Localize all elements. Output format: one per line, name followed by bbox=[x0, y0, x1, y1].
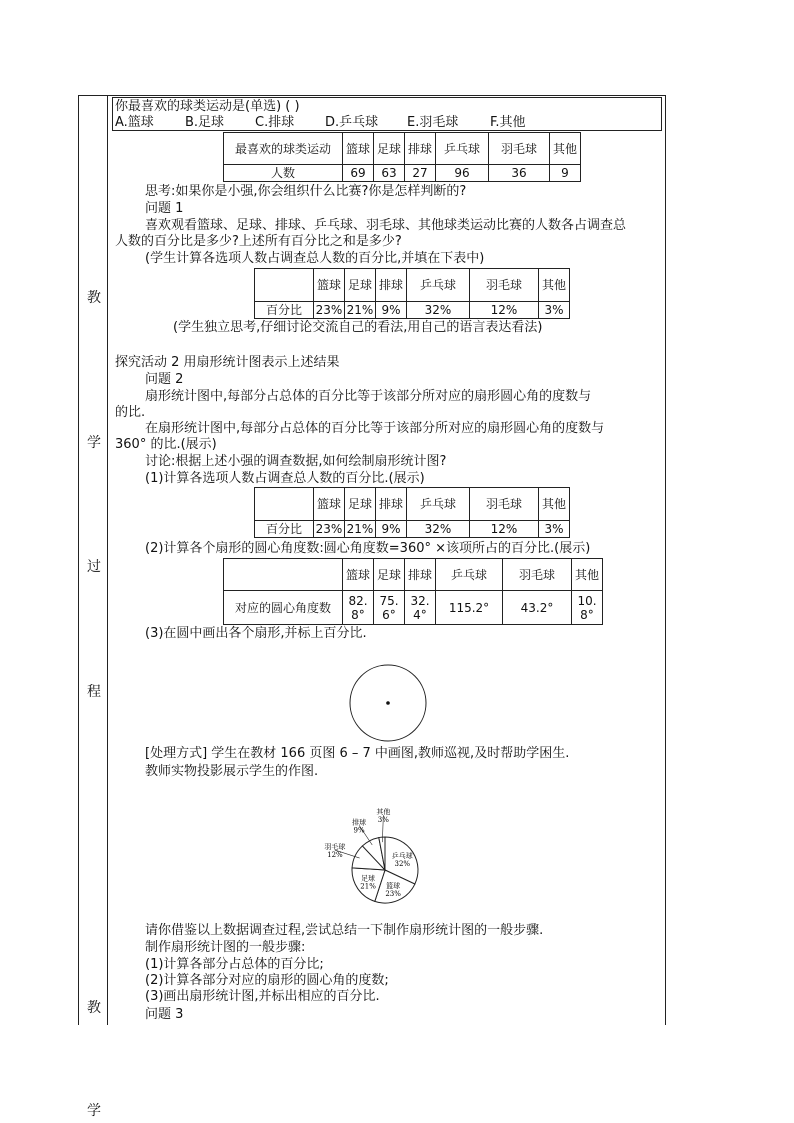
pie-label-pct: 23% bbox=[385, 889, 401, 898]
pie-label-pct: 12% bbox=[327, 851, 343, 860]
step-1: (1)计算各选项人数占调查总人数的百分比.(展示) bbox=[145, 471, 425, 486]
table-cell: 32.4° bbox=[405, 591, 436, 625]
pie-label-name: 其他 bbox=[376, 808, 391, 817]
frame-left-border bbox=[78, 95, 79, 1025]
table-cell: 足球 bbox=[345, 269, 376, 302]
summary-step: (2)计算各部分对应的扇形的圆心角的度数; bbox=[145, 973, 389, 988]
table-row bbox=[255, 488, 570, 521]
q2-statement: 扇形统计图中,每部分占总体的百分比等于该部分所对应的扇形圆心角的度数与 bbox=[145, 389, 592, 404]
table-cell: 96 bbox=[436, 165, 489, 182]
side-label: 教 bbox=[87, 290, 101, 306]
option-a: A.篮球 bbox=[115, 115, 154, 130]
table-cell: 9% bbox=[376, 302, 407, 319]
percent-table-2 bbox=[254, 487, 570, 538]
table-cell: 排球 bbox=[376, 488, 407, 521]
table-cell: 最喜欢的球类运动 bbox=[224, 133, 343, 165]
discuss-text: 讨论:根据上述小强的调查数据,如何绘制扇形统计图? bbox=[145, 454, 447, 469]
table-cell: 115.2° bbox=[436, 591, 503, 625]
option-c: C.排球 bbox=[255, 115, 295, 130]
q1-body: 人数的百分比是多少?上述所有百分比之和是多少? bbox=[115, 234, 402, 249]
table-row bbox=[255, 521, 570, 538]
table-cell: 32% bbox=[407, 521, 470, 538]
table-cell: 其他 bbox=[539, 269, 570, 302]
table-cell: 乒乓球 bbox=[407, 488, 470, 521]
side-label: 程 bbox=[87, 684, 101, 700]
q1-body: 喜欢观看篮球、足球、排球、乒乓球、羽毛球、其他球类运动比赛的人数各占调查总 bbox=[145, 218, 627, 233]
table-cell bbox=[255, 488, 314, 521]
q3-title: 问题 3 bbox=[145, 1007, 184, 1022]
table-cell: 9% bbox=[376, 521, 407, 538]
angle-table bbox=[223, 558, 603, 625]
empty-circle-figure bbox=[345, 660, 431, 746]
table-row bbox=[224, 133, 581, 165]
table-cell: 篮球 bbox=[343, 133, 374, 165]
q2-answer: 在扇形统计图中,每部分占总体的百分比等于该部分所对应的扇形圆心角的度数与 bbox=[145, 421, 605, 436]
q2-title: 问题 2 bbox=[145, 372, 184, 387]
table-cell: 乒乓球 bbox=[407, 269, 470, 302]
pie-label-pct: 3% bbox=[377, 816, 389, 825]
table-cell: 21% bbox=[345, 521, 376, 538]
activity-2-title: 探究活动 2 用扇形统计图表示上述结果 bbox=[115, 355, 340, 370]
table-cell: 12% bbox=[470, 521, 539, 538]
percent-table bbox=[254, 268, 570, 319]
summary-prompt: 请你借鉴以上数据调查过程,尝试总结一下制作扇形统计图的一般步骤. bbox=[145, 923, 544, 938]
table-cell: 27 bbox=[405, 165, 436, 182]
table-cell: 12% bbox=[470, 302, 539, 319]
table-cell: 乒乓球 bbox=[436, 559, 503, 591]
table-cell: 排球 bbox=[376, 269, 407, 302]
table-cell: 10.8° bbox=[572, 591, 603, 625]
table-row bbox=[224, 591, 603, 625]
summary-step: (1)计算各部分占总体的百分比; bbox=[145, 957, 324, 972]
summary-title: 制作扇形统计图的一般步骤: bbox=[145, 940, 306, 955]
side-label: 学 bbox=[87, 435, 101, 451]
table-cell: 足球 bbox=[374, 133, 405, 165]
pie-chart bbox=[320, 808, 450, 913]
step-3: (3)在圆中画出各个扇形,并标上百分比. bbox=[145, 626, 367, 641]
survey-table bbox=[223, 132, 581, 182]
table-cell: 羽毛球 bbox=[503, 559, 572, 591]
table-cell: 排球 bbox=[405, 133, 436, 165]
table-cell: 其他 bbox=[550, 133, 581, 165]
q2-statement: 的比. bbox=[115, 405, 146, 420]
table-cell: 篮球 bbox=[343, 559, 374, 591]
side-label: 学 bbox=[87, 1103, 101, 1119]
table-cell: 足球 bbox=[345, 488, 376, 521]
q1-after: (学生独立思考,仔细讨论交流自己的看法,用自己的语言表达看法) bbox=[173, 320, 543, 335]
table-cell: 百分比 bbox=[255, 521, 314, 538]
table-cell: 羽毛球 bbox=[470, 488, 539, 521]
option-b: B.足球 bbox=[185, 115, 225, 130]
table-cell: 69 bbox=[343, 165, 374, 182]
table-cell: 篮球 bbox=[314, 488, 345, 521]
table-cell bbox=[255, 269, 314, 302]
side-label: 过 bbox=[87, 559, 101, 575]
pie-label-name: 排球 bbox=[352, 818, 367, 827]
table-cell bbox=[224, 559, 343, 591]
table-cell: 36 bbox=[489, 165, 550, 182]
table-cell: 63 bbox=[374, 165, 405, 182]
q1-title: 问题 1 bbox=[145, 201, 184, 216]
circle-center-dot bbox=[386, 701, 390, 705]
q1-hint: (学生计算各选项人数占调查总人数的百分比,并填在下表中) bbox=[145, 251, 485, 266]
table-cell: 23% bbox=[314, 302, 345, 319]
table-cell: 43.2° bbox=[503, 591, 572, 625]
side-label: 教 bbox=[87, 1000, 101, 1016]
pie-label-name: 乒乓球 bbox=[391, 852, 413, 861]
table-cell: 3% bbox=[539, 302, 570, 319]
pie-label-pct: 32% bbox=[394, 860, 411, 869]
think-text: 思考:如果你是小强,你会组织什么比赛?你是怎样判断的? bbox=[145, 184, 467, 199]
table-cell: 足球 bbox=[374, 559, 405, 591]
table-cell: 对应的圆心角度数 bbox=[224, 591, 343, 625]
table-cell: 32% bbox=[407, 302, 470, 319]
table-cell: 篮球 bbox=[314, 269, 345, 302]
summary-step: (3)画出扇形统计图,并标出相应的百分比. bbox=[145, 989, 380, 1004]
table-cell: 75.6° bbox=[374, 591, 405, 625]
table-row bbox=[255, 269, 570, 302]
option-d: D.乒乓球 bbox=[325, 115, 379, 130]
table-cell: 其他 bbox=[539, 488, 570, 521]
pie-label-name: 足球 bbox=[361, 874, 376, 883]
pie-label-pct: 21% bbox=[360, 882, 376, 891]
method-text: [处理方式] 学生在教材 166 页图 6 – 7 中画图,教师巡视,及时帮助学困生. bbox=[145, 746, 570, 761]
frame-top-border bbox=[78, 95, 666, 96]
table-cell: 百分比 bbox=[255, 302, 314, 319]
pie-label-name: 篮球 bbox=[386, 881, 401, 890]
table-row bbox=[224, 165, 581, 182]
table-row bbox=[255, 302, 570, 319]
option-e: E.羽毛球 bbox=[407, 115, 459, 130]
table-cell: 3% bbox=[539, 521, 570, 538]
table-cell: 排球 bbox=[405, 559, 436, 591]
q2-answer: 360° 的比.(展示) bbox=[115, 437, 217, 452]
table-cell: 羽毛球 bbox=[489, 133, 550, 165]
step-2: (2)计算各个扇形的圆心角度数:圆心角度数=360° ×该项所占的百分比.(展示) bbox=[145, 541, 591, 556]
option-f: F.其他 bbox=[490, 115, 526, 130]
table-cell: 人数 bbox=[224, 165, 343, 182]
table-cell: 21% bbox=[345, 302, 376, 319]
table-row bbox=[224, 559, 603, 591]
pie-label-pct: 9% bbox=[353, 826, 365, 835]
table-cell: 其他 bbox=[572, 559, 603, 591]
table-cell: 23% bbox=[314, 521, 345, 538]
question-line: 你最喜欢的球类运动是(单选) ( ) bbox=[115, 99, 300, 114]
teacher-text: 教师实物投影展示学生的作图. bbox=[145, 764, 319, 779]
table-cell: 羽毛球 bbox=[470, 269, 539, 302]
frame-divider bbox=[107, 95, 108, 1025]
pie-label-name: 羽毛球 bbox=[324, 843, 346, 852]
table-cell: 82.8° bbox=[343, 591, 374, 625]
table-cell: 9 bbox=[550, 165, 581, 182]
frame-right-border bbox=[665, 95, 666, 1025]
table-cell: 乒乓球 bbox=[436, 133, 489, 165]
